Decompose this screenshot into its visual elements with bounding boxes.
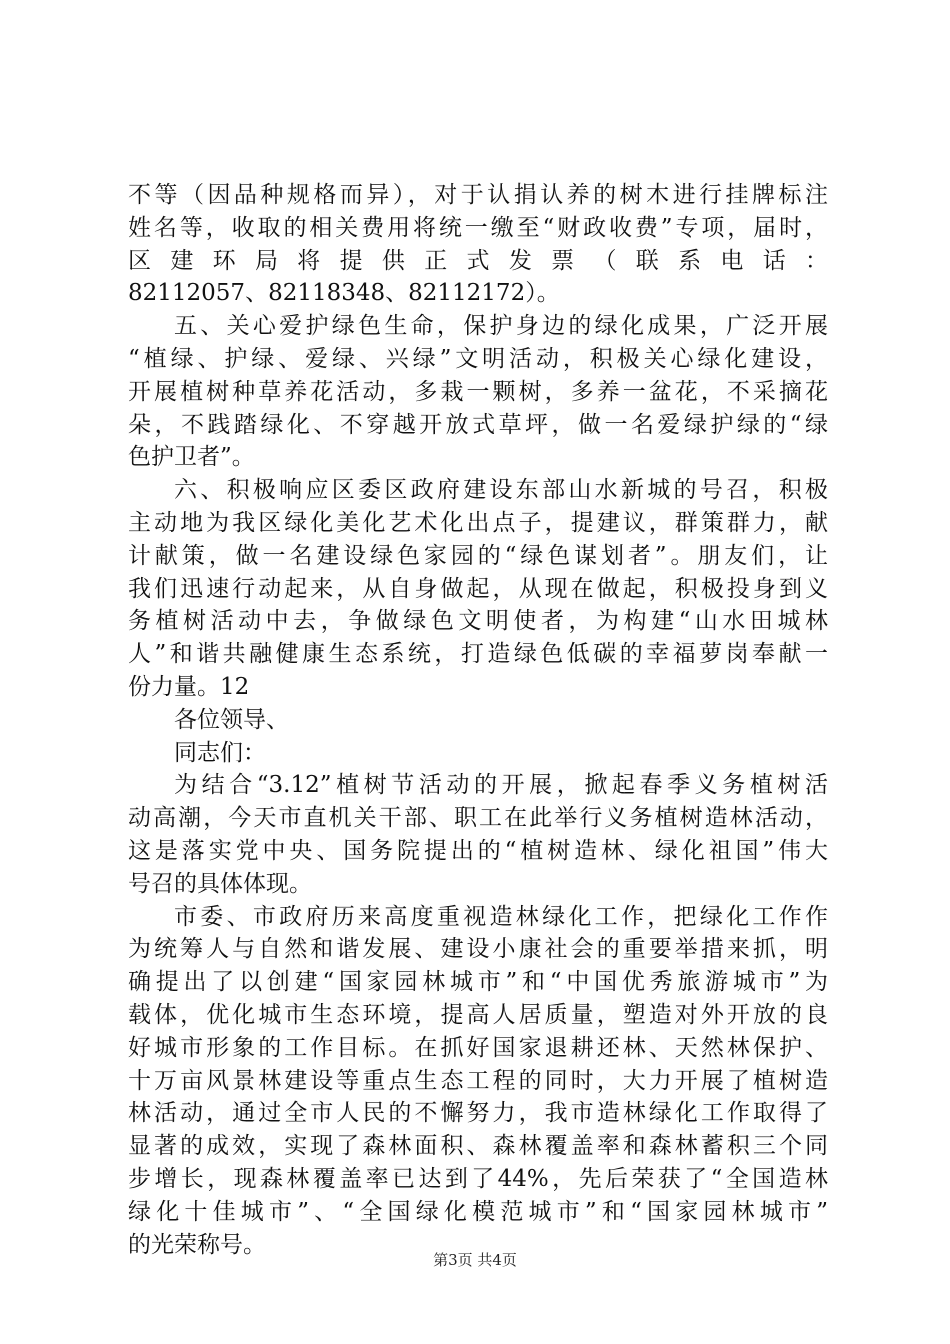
text-line: 82112057、82118348、82112172）。 — [128, 280, 560, 307]
text-line: 主动地为我区绿化美化艺术化出点子，提建议，群策群力，献 — [128, 509, 828, 536]
text-line: “植绿、护绿、爱绿、兴绿”文明活动，积极关心绿化建设， — [128, 345, 828, 372]
text-line: 人”和谐共融健康生态系统，打造绿色低碳的幸福萝岗奉献一 — [128, 641, 828, 668]
text-line: 开展植树种草养花活动，多栽一颗树，多养一盆花，不采摘花 — [128, 378, 828, 405]
text-line: 绿化十佳城市”、“全国绿化模范城市”和“国家园林城市” — [128, 1198, 828, 1225]
text-line: 计献策，做一名建设绿色家园的“绿色谋划者”。朋友们，让 — [128, 542, 828, 569]
text-line: 显著的成效，实现了森林面积、森林覆盖率和森林蓄积三个同 — [128, 1133, 828, 1160]
text-line: 区建环局将提供正式发票（联系电话： — [128, 247, 828, 274]
text-line: 市委、市政府历来高度重视造林绿化工作，把绿化工作作 — [174, 903, 828, 930]
text-line: 同志们： — [174, 739, 266, 766]
text-line: 动高潮，今天市直机关干部、职工在此举行义务植树造林活动， — [128, 805, 828, 832]
text-line: 这是落实党中央、国务院提出的“植树造林、绿化祖国”伟大 — [128, 837, 828, 864]
text-line: 姓名等，收取的相关费用将统一缴至“财政收费”专项，届时， — [128, 214, 828, 241]
text-line: 十万亩风景林建设等重点生态工程的同时，大力开展了植树造 — [128, 1067, 828, 1094]
text-line: 我们迅速行动起来，从自身做起，从现在做起，积极投身到义 — [128, 575, 828, 602]
text-line: 确提出了以创建“国家园林城市”和“中国优秀旅游城市”为 — [128, 969, 828, 996]
text-line: 林活动，通过全市人民的不懈努力，我市造林绿化工作取得了 — [128, 1100, 828, 1127]
text-line: 载体，优化城市生态环境，提高人居质量，塑造对外开放的良 — [128, 1001, 828, 1028]
text-line: 不等（因品种规格而异），对于认捐认养的树木进行挂牌标注 — [128, 182, 828, 208]
text-line: 号召的具体体现。 — [128, 870, 312, 897]
text-line: 朵，不践踏绿化、不穿越开放式草坪，做一名爱绿护绿的“绿 — [128, 411, 828, 438]
text-line: 为结合“3.12”植树节活动的开展，掀起春季义务植树活 — [174, 772, 828, 799]
text-line: 份力量。12 — [128, 673, 250, 700]
text-line: 务植树活动中去，争做绿色文明使者，为构建“山水田城林 — [128, 608, 828, 635]
text-line: 步增长，现森林覆盖率已达到了44%，先后荣获了“全国造林 — [128, 1165, 828, 1192]
page-footer: 第3页 共4页 — [433, 1251, 517, 1269]
text-line: 的光荣称号。 — [128, 1231, 266, 1258]
text-line: 色护卫者”。 — [128, 444, 255, 471]
text-line: 五、关心爱护绿色生命，保护身边的绿化成果，广泛开展 — [174, 313, 828, 340]
text-line: 好城市形象的工作目标。在抓好国家退耕还林、天然林保护、 — [128, 1034, 828, 1061]
text-line: 六、积极响应区委区政府建设东部山水新城的号召，积极 — [174, 477, 828, 504]
document-body — [128, 179, 828, 1261]
text-line: 各位领导、 — [174, 706, 289, 733]
text-line: 为统筹人与自然和谐发展、建设小康社会的重要举措来抓，明 — [128, 936, 828, 963]
